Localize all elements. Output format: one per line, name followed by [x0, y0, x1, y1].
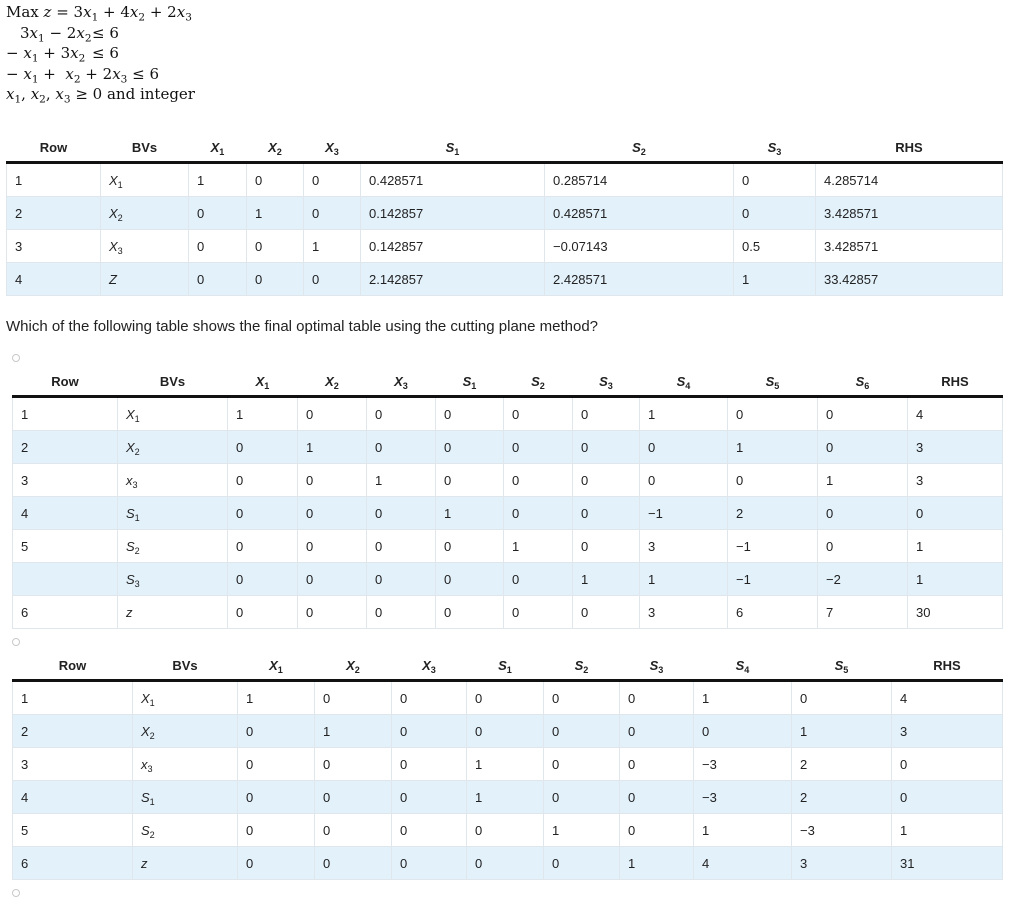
- column-header: $S_3$: [573, 367, 640, 397]
- table-cell: 0: [247, 163, 304, 197]
- table-cell: 0: [392, 847, 467, 880]
- column-header: $X_1$: [228, 367, 298, 397]
- table-cell: 0: [367, 563, 436, 596]
- table-cell: 0: [238, 781, 315, 814]
- row-number-cell: 1: [7, 163, 101, 197]
- table-cell: −0.07143: [545, 230, 734, 263]
- row-number-cell: 2: [13, 431, 118, 464]
- table-row: [13, 814, 1003, 847]
- table-cell: 1: [734, 263, 816, 296]
- table-cell: 0: [298, 563, 367, 596]
- table-cell: 0: [728, 464, 818, 497]
- table-cell: 3: [892, 715, 1003, 748]
- table-cell: 3.428571: [816, 230, 1003, 263]
- basic-variable-cell: $X_1$: [118, 397, 228, 431]
- table-cell: 1: [467, 748, 544, 781]
- basic-variable-cell: $x_3$: [118, 464, 228, 497]
- table-cell: 0: [367, 397, 436, 431]
- basic-variable-cell: $X_2$: [118, 431, 228, 464]
- basic-variable-cell: $X_1$: [133, 681, 238, 715]
- table-cell: 0: [620, 748, 694, 781]
- table-cell: 0: [694, 715, 792, 748]
- option-2-radio[interactable]: [12, 638, 20, 646]
- table-cell: 1: [818, 464, 908, 497]
- table-cell: 0: [436, 563, 504, 596]
- basic-variable-cell: $x_3$: [133, 748, 238, 781]
- row-number-cell: 6: [13, 596, 118, 629]
- table-cell: 0: [189, 230, 247, 263]
- table-cell: 0: [504, 596, 573, 629]
- objective-function: Max $z = 3x_1 + 4x_2 + 2x_3$: [6, 3, 192, 24]
- table-cell: 0: [189, 197, 247, 230]
- basic-variable-cell: $X_1$: [101, 163, 189, 197]
- table-cell: 0: [640, 431, 728, 464]
- basic-variable-cell: $S_1$: [133, 781, 238, 814]
- table-cell: 0: [298, 530, 367, 563]
- row-number-cell: 3: [7, 230, 101, 263]
- constraint-3: − $x_1 + x_2 + 2x_3 \le 6$: [6, 64, 159, 86]
- table-cell: 0: [620, 715, 694, 748]
- table-cell: 0: [792, 681, 892, 715]
- table-cell: 0: [304, 163, 361, 197]
- table-cell: 0: [392, 781, 467, 814]
- question-text: Which of the following table shows the final optimal table using the cutting plane method?: [6, 318, 599, 335]
- table-row: [13, 530, 1003, 563]
- column-header: Row: [7, 133, 101, 163]
- row-number-cell: 2: [7, 197, 101, 230]
- table-cell: 0: [504, 563, 573, 596]
- option-3-radio[interactable]: [12, 889, 20, 897]
- table-cell: 30: [908, 596, 1003, 629]
- table-cell: 0.5: [734, 230, 816, 263]
- table-cell: 1: [620, 847, 694, 880]
- option-1-table: [12, 367, 1003, 629]
- table-cell: −3: [694, 781, 792, 814]
- table-cell: 0: [392, 681, 467, 715]
- table-cell: 0: [573, 464, 640, 497]
- table-cell: 0: [892, 781, 1003, 814]
- table-cell: 2: [792, 748, 892, 781]
- table-cell: 0: [315, 847, 392, 880]
- table-row: [13, 748, 1003, 781]
- table-cell: 0.142857: [361, 230, 545, 263]
- table-cell: 33.42857: [816, 263, 1003, 296]
- table-cell: 4: [694, 847, 792, 880]
- table-cell: 1: [544, 814, 620, 847]
- table-cell: 1: [908, 530, 1003, 563]
- table-cell: 0: [367, 530, 436, 563]
- table-cell: 2: [728, 497, 818, 530]
- table-cell: −1: [640, 497, 728, 530]
- table-cell: 1: [640, 397, 728, 431]
- table-row: [13, 563, 1003, 596]
- table-row: [7, 163, 1003, 197]
- row-number-cell: 3: [13, 748, 133, 781]
- table-cell: 1: [304, 230, 361, 263]
- row-number-cell: 1: [13, 681, 133, 715]
- column-header: $S_6$: [818, 367, 908, 397]
- column-header: BVs: [133, 651, 238, 681]
- table-cell: 0: [238, 715, 315, 748]
- basic-variable-cell: $S_2$: [133, 814, 238, 847]
- table-cell: 0: [247, 230, 304, 263]
- table-cell: 0: [298, 596, 367, 629]
- table-cell: 4.285714: [816, 163, 1003, 197]
- table-cell: 7: [818, 596, 908, 629]
- column-header: Row: [13, 367, 118, 397]
- table-cell: 0: [573, 397, 640, 431]
- table-cell: 0: [367, 596, 436, 629]
- table-cell: 0: [315, 781, 392, 814]
- table-cell: 0: [818, 497, 908, 530]
- table-cell: 3: [908, 431, 1003, 464]
- table-cell: 0: [467, 814, 544, 847]
- table-cell: 1: [504, 530, 573, 563]
- column-header: $X_2$: [298, 367, 367, 397]
- table-header-row: [13, 367, 1003, 397]
- row-number-cell: [13, 563, 118, 596]
- column-header: $S_5$: [792, 651, 892, 681]
- table-cell: 0: [728, 397, 818, 431]
- table-cell: 0: [228, 497, 298, 530]
- table-cell: 0: [504, 464, 573, 497]
- column-header: $X_3$: [367, 367, 436, 397]
- table-cell: 1: [238, 681, 315, 715]
- table-cell: 0: [238, 748, 315, 781]
- current-simplex-table: [6, 133, 1003, 296]
- table-cell: 6: [728, 596, 818, 629]
- table-cell: 0: [238, 847, 315, 880]
- table-cell: −3: [792, 814, 892, 847]
- table-row: [7, 263, 1003, 296]
- table-row: [13, 681, 1003, 715]
- table-cell: 0.142857: [361, 197, 545, 230]
- table-cell: 0: [544, 748, 620, 781]
- table-cell: 0: [392, 814, 467, 847]
- table-cell: 0: [367, 431, 436, 464]
- column-header: $X_3$: [304, 133, 361, 163]
- basic-variable-cell: $S_3$: [118, 563, 228, 596]
- table-cell: 1: [728, 431, 818, 464]
- table-row: [13, 715, 1003, 748]
- column-header: $S_2$: [504, 367, 573, 397]
- table-cell: 0: [436, 431, 504, 464]
- table-cell: 0: [315, 814, 392, 847]
- column-header: BVs: [101, 133, 189, 163]
- table-cell: 0: [818, 397, 908, 431]
- table-cell: 1: [436, 497, 504, 530]
- table-row: [13, 464, 1003, 497]
- column-header: RHS: [816, 133, 1003, 163]
- table-cell: 31: [892, 847, 1003, 880]
- table-cell: 0: [247, 263, 304, 296]
- table-cell: 0: [504, 431, 573, 464]
- table-cell: 3: [908, 464, 1003, 497]
- table-cell: 0: [818, 431, 908, 464]
- column-header: $S_3$: [620, 651, 694, 681]
- table-cell: 3: [792, 847, 892, 880]
- table-cell: 0: [818, 530, 908, 563]
- row-number-cell: 4: [13, 781, 133, 814]
- column-header: $S_2$: [545, 133, 734, 163]
- table-cell: 2.428571: [545, 263, 734, 296]
- table-cell: 1: [228, 397, 298, 431]
- table-cell: 0: [315, 681, 392, 715]
- table-cell: 1: [694, 681, 792, 715]
- row-number-cell: 6: [13, 847, 133, 880]
- table-cell: 0.285714: [545, 163, 734, 197]
- table-cell: 2: [792, 781, 892, 814]
- table-cell: 4: [908, 397, 1003, 431]
- column-header: $S_4$: [640, 367, 728, 397]
- column-header: $S_5$: [728, 367, 818, 397]
- basic-variable-cell: $X_2$: [101, 197, 189, 230]
- table-cell: 0: [544, 847, 620, 880]
- column-header: $S_4$: [694, 651, 792, 681]
- basic-variable-cell: $X_3$: [101, 230, 189, 263]
- table-cell: 1: [694, 814, 792, 847]
- table-row: [13, 847, 1003, 880]
- table-cell: 0: [436, 530, 504, 563]
- basic-variable-cell: z: [133, 847, 238, 880]
- basic-variable-cell: z: [118, 596, 228, 629]
- column-header: RHS: [892, 651, 1003, 681]
- table-cell: 1: [189, 163, 247, 197]
- table-cell: 2.142857: [361, 263, 545, 296]
- column-header: $X_2$: [315, 651, 392, 681]
- table-cell: 0: [436, 596, 504, 629]
- column-header: BVs: [118, 367, 228, 397]
- column-header: $X_2$: [247, 133, 304, 163]
- table-cell: 1: [640, 563, 728, 596]
- table-cell: 3: [640, 596, 728, 629]
- table-cell: 0: [436, 397, 504, 431]
- table-cell: 0: [620, 781, 694, 814]
- column-header: $X_1$: [189, 133, 247, 163]
- row-number-cell: 2: [13, 715, 133, 748]
- table-cell: 0: [392, 715, 467, 748]
- table-cell: 0: [620, 681, 694, 715]
- table-cell: 3.428571: [816, 197, 1003, 230]
- table-row: [13, 497, 1003, 530]
- basic-variable-cell: Z: [101, 263, 189, 296]
- table-cell: 1: [573, 563, 640, 596]
- table-cell: 1: [792, 715, 892, 748]
- table-row: [13, 397, 1003, 431]
- table-cell: 1: [908, 563, 1003, 596]
- table-cell: 0: [544, 781, 620, 814]
- column-header: Row: [13, 651, 133, 681]
- problem-statement: [6, 2, 195, 105]
- option-2-table: [12, 651, 1003, 880]
- table-cell: −3: [694, 748, 792, 781]
- table-cell: −1: [728, 530, 818, 563]
- table-cell: 0: [304, 263, 361, 296]
- table-cell: 1: [315, 715, 392, 748]
- table-cell: 1: [467, 781, 544, 814]
- table-row: [7, 230, 1003, 263]
- table-cell: 1: [367, 464, 436, 497]
- table-cell: 0: [620, 814, 694, 847]
- table-cell: 0.428571: [545, 197, 734, 230]
- option-1-radio[interactable]: [12, 354, 20, 362]
- table-cell: 1: [247, 197, 304, 230]
- table-cell: 0: [467, 715, 544, 748]
- table-cell: 0: [504, 397, 573, 431]
- table-cell: 0: [298, 397, 367, 431]
- table-row: [13, 431, 1003, 464]
- column-header: $S_1$: [467, 651, 544, 681]
- table-cell: 0.428571: [361, 163, 545, 197]
- table-cell: 0: [298, 497, 367, 530]
- table-cell: 0: [298, 464, 367, 497]
- table-cell: 0: [436, 464, 504, 497]
- column-header: $S_1$: [361, 133, 545, 163]
- column-header: RHS: [908, 367, 1003, 397]
- table-cell: −2: [818, 563, 908, 596]
- table-cell: 0: [734, 197, 816, 230]
- table-cell: 0: [573, 497, 640, 530]
- table-cell: 4: [892, 681, 1003, 715]
- constraint-1: $3x_1 - 2x_2\le 6$: [20, 23, 119, 45]
- table-cell: 0: [228, 530, 298, 563]
- table-cell: 3: [640, 530, 728, 563]
- table-row: [13, 596, 1003, 629]
- table-cell: 0: [573, 596, 640, 629]
- table-cell: 1: [298, 431, 367, 464]
- basic-variable-cell: $S_1$: [118, 497, 228, 530]
- table-cell: 0: [367, 497, 436, 530]
- table-cell: 0: [544, 681, 620, 715]
- table-cell: 0: [228, 596, 298, 629]
- table-cell: 0: [189, 263, 247, 296]
- table-cell: 0: [467, 681, 544, 715]
- table-cell: 0: [392, 748, 467, 781]
- table-cell: 0: [304, 197, 361, 230]
- row-number-cell: 5: [13, 530, 118, 563]
- column-header: $S_3$: [734, 133, 816, 163]
- table-cell: 0: [908, 497, 1003, 530]
- table-row: [13, 781, 1003, 814]
- row-number-cell: 1: [13, 397, 118, 431]
- row-number-cell: 4: [7, 263, 101, 296]
- table-cell: 0: [573, 530, 640, 563]
- row-number-cell: 3: [13, 464, 118, 497]
- table-header-row: [13, 651, 1003, 681]
- table-cell: 0: [238, 814, 315, 847]
- table-header-row: [7, 133, 1003, 163]
- column-header: $X_1$: [238, 651, 315, 681]
- table-cell: 0: [315, 748, 392, 781]
- basic-variable-cell: $S_2$: [118, 530, 228, 563]
- table-cell: 0: [573, 431, 640, 464]
- table-cell: 0: [544, 715, 620, 748]
- table-cell: 0: [640, 464, 728, 497]
- column-header: $X_3$: [392, 651, 467, 681]
- basic-variable-cell: $X_2$: [133, 715, 238, 748]
- table-cell: 0: [228, 563, 298, 596]
- nonnegativity-constraint: $x_1$, $x_2$, $x_3 \ge 0$ and integer: [6, 85, 195, 107]
- table-cell: −1: [728, 563, 818, 596]
- table-cell: 0: [228, 431, 298, 464]
- table-cell: 0: [892, 748, 1003, 781]
- column-header: $S_1$: [436, 367, 504, 397]
- table-cell: 0: [228, 464, 298, 497]
- table-cell: 0: [467, 847, 544, 880]
- table-cell: 0: [734, 163, 816, 197]
- constraint-2: − $x_1 + 3x_2 \le 6$: [6, 44, 119, 65]
- table-row: [7, 197, 1003, 230]
- column-header: $S_2$: [544, 651, 620, 681]
- row-number-cell: 5: [13, 814, 133, 847]
- table-cell: 0: [504, 497, 573, 530]
- table-cell: 1: [892, 814, 1003, 847]
- row-number-cell: 4: [13, 497, 118, 530]
